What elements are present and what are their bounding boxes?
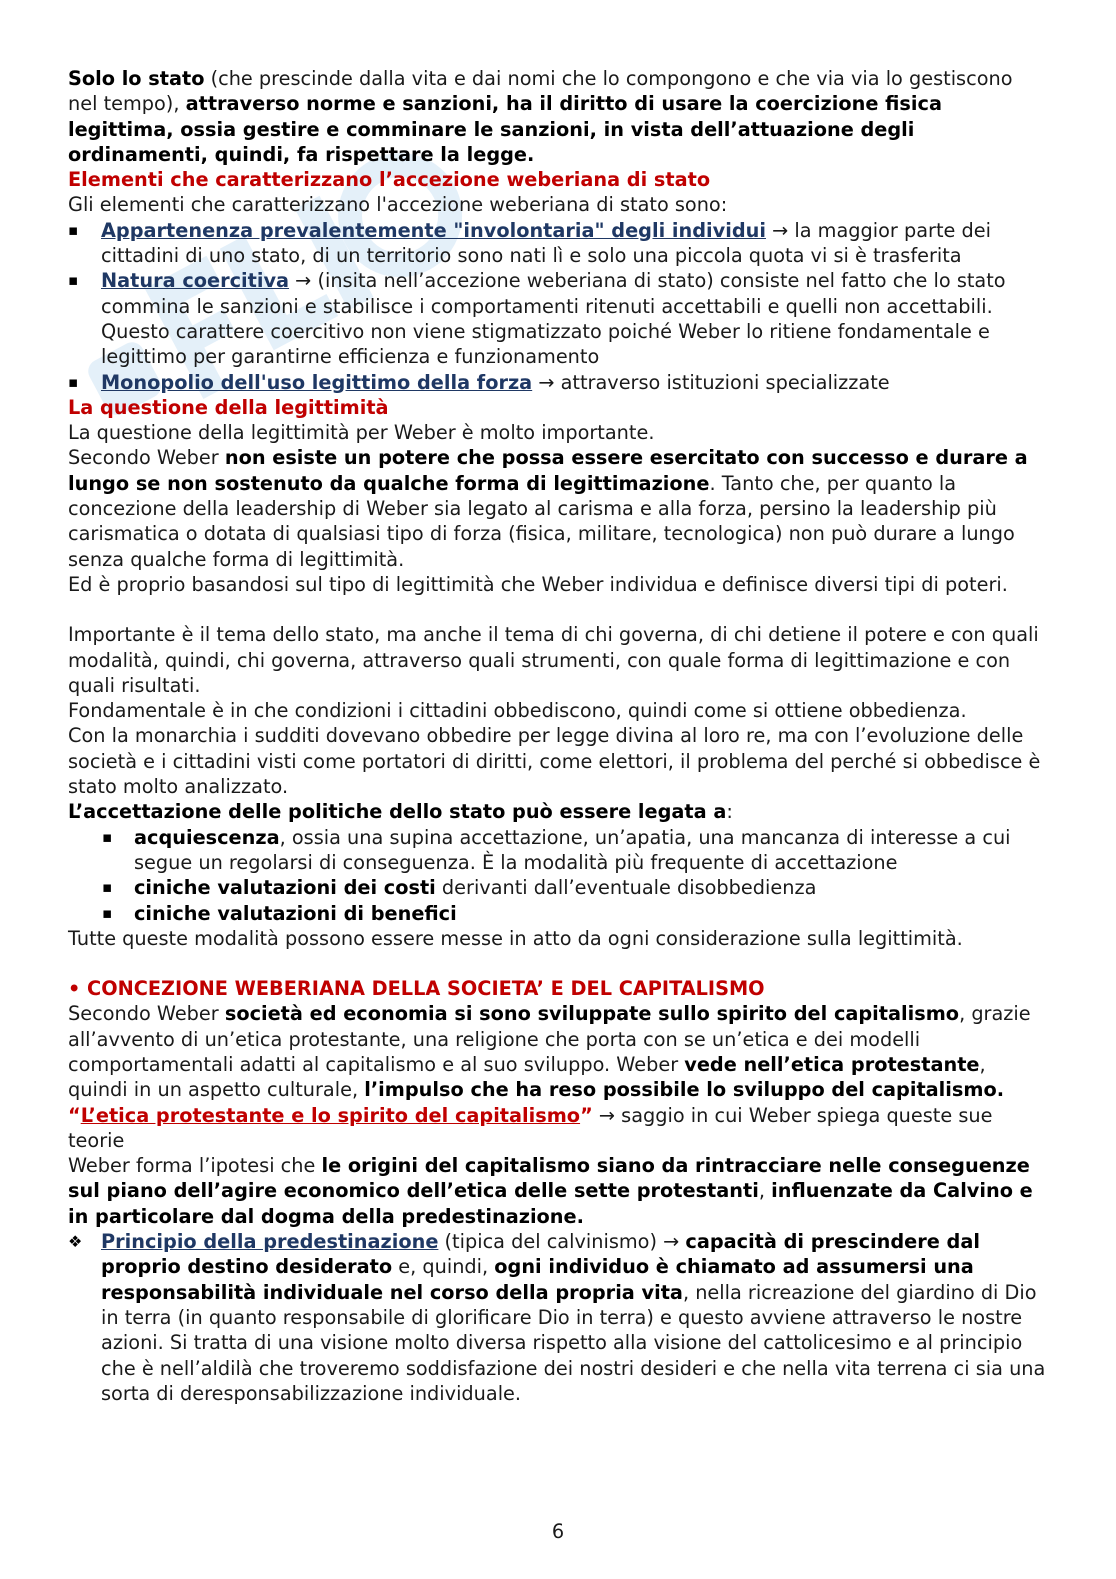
saggio-line: “L’etica protestante e lo spirito del capitalismo” → saggio in cui Weber spiega queste sue teorie bbox=[68, 1103, 993, 1152]
paragraph: Secondo Weber non esiste un potere che possa essere esercitato con successo e durare a lungo se non sostenuto da qualche forma di legittimazione. Tanto che, per quanto la concezione della leadership di Weber sia legato al carisma e alla forza, persino la leadership più carismatica o dotata di qualsiasi tipo di forza (fisica, militare, tecnologica) non può durare a lungo senza qualche forma di legittimità. bbox=[68, 446, 1028, 571]
section-title: • CONCEZIONE WEBERIANA DELLA SOCIETA’ E DEL CAPITALISMO bbox=[68, 977, 765, 1001]
accettazione-heading: L’accettazione delle politiche dello stato può essere legata a: bbox=[68, 800, 733, 824]
list-item: ▪ ciniche valutazioni dei costi derivanti dall’eventuale disobbedienza bbox=[68, 875, 1048, 900]
paragraph: Tutte queste modalità possono essere messe in atto da ogni considerazione sulla legittimità. bbox=[68, 926, 963, 950]
paragraph: Fondamentale è in che condizioni i cittadini obbediscono, quindi come si ottiene obbedienza. bbox=[68, 699, 967, 723]
paragraph: Weber forma l’ipotesi che le origini del capitalismo siano da rintracciare nelle conseguenze sul piano dell’agire economico dell’etica delle sette protestanti, influenzate da Calvino e in particolare dal dogma della predestinazione. bbox=[68, 1154, 1033, 1228]
paragraph: La questione della legittimità per Weber è molto importante. bbox=[68, 421, 655, 445]
list-item: ▪ Appartenenza prevalentemente "involontaria" degli individui → la maggior parte dei cittadini di uno stato, di un territorio sono nati lì e solo una piccola quota vi si è trasferita bbox=[68, 218, 1048, 269]
heading-elementi: Elementi che caratterizzano l’accezione weberiana di stato bbox=[68, 168, 711, 192]
paragraph: Con la monarchia i sudditi dovevano obbedire per legge divina al loro re, ma con l’evoluzione delle società e i cittadini visti come portatori di diritti, come elettori, il problema del perché si obbedisce è stato molto analizzato. bbox=[68, 724, 1041, 799]
list-item: ▪ Monopolio dell'uso legittimo della forza → attraverso istituzioni specializzate bbox=[68, 370, 1048, 395]
list-item: ❖ Principio della predestinazione (tipica del calvinismo) → capacità di prescindere dal proprio destino desiderato e, quindi, ogni individuo è chiamato ad assumersi una responsabilità individuale nel corso della propria vita, nella ricreazione del giardino di Dio in terra (in quanto responsabile di glorificare Dio in terra) e questo avviene attraverso le nostre azioni. Si tratta di una visione molto diversa rispetto alla visione del cattolicesimo e al principio che è nell’aldilà che troveremo soddisfazione dei nostri desideri e che nella vita terrena ci sia una sorta di deresponsabilizzazione individuale. bbox=[68, 1229, 1048, 1406]
saggio-title: L’etica protestante e lo spirito del capitalismo bbox=[80, 1103, 581, 1127]
list-item: ▪ Natura coercitiva → (insita nell’accezione weberiana di stato) consiste nel fatto che lo stato commina le sanzioni e stabilisce i comportamenti ritenuti accettabili e quelli non accettabili. Questo carattere coercitivo non viene stigmatizzato poiché Weber lo ritiene fondamentale e legittimo per garantirne efficienza e funzionamento bbox=[68, 268, 1048, 369]
bullet-icon: • bbox=[68, 977, 88, 1001]
paragraph: Ed è proprio basandosi sul tipo di legittimità che Weber individua e definisce diversi tipi di poteri. bbox=[68, 572, 1008, 596]
paragraph: Importante è il tema dello stato, ma anche il tema di chi governa, di chi detiene il potere e con quali modalità, quindi, chi governa, attraverso quali strumenti, con quale forma di legittimazione e con quali risultati. bbox=[68, 623, 1039, 697]
list-item: ▪ acquiescenza, ossia una supina accettazione, un’apatia, una mancanza di interesse a cui segue un regolarsi di conseguenza. È la modalità più frequente di accettazione bbox=[68, 825, 1048, 876]
heading-legittimita: La questione della legittimità bbox=[68, 395, 389, 419]
page-number: 6 bbox=[551, 1520, 565, 1543]
elementi-intro: Gli elementi che caratterizzano l'accezione weberiana di stato sono: bbox=[68, 193, 728, 217]
document-page bbox=[68, 66, 1048, 1406]
intro-paragraph: Solo lo stato (che prescinde dalla vita e dai nomi che lo compongono e che via via lo gestiscono nel tempo), attraverso norme e sanzioni, ha il diritto di usare la coercizione fisica legittima, ossia gestire e comminare le sanzioni, in vista dell’attuazione degli ordinamenti, quindi, fa rispettare la legge. bbox=[68, 67, 1013, 166]
paragraph: Secondo Weber società ed economia si sono sviluppate sullo spirito del capitalismo, grazie all’avvento di un’etica protestante, una religione che porta con se un’etica e dei modelli comportamentali adatti al capitalismo e al suo sviluppo. Weber vede nell’etica protestante, quindi in un aspetto culturale, l’impulso che ha reso possibile lo sviluppo del capitalismo. bbox=[68, 1002, 1031, 1102]
list-item: ▪ ciniche valutazioni di benefici bbox=[68, 901, 1048, 926]
